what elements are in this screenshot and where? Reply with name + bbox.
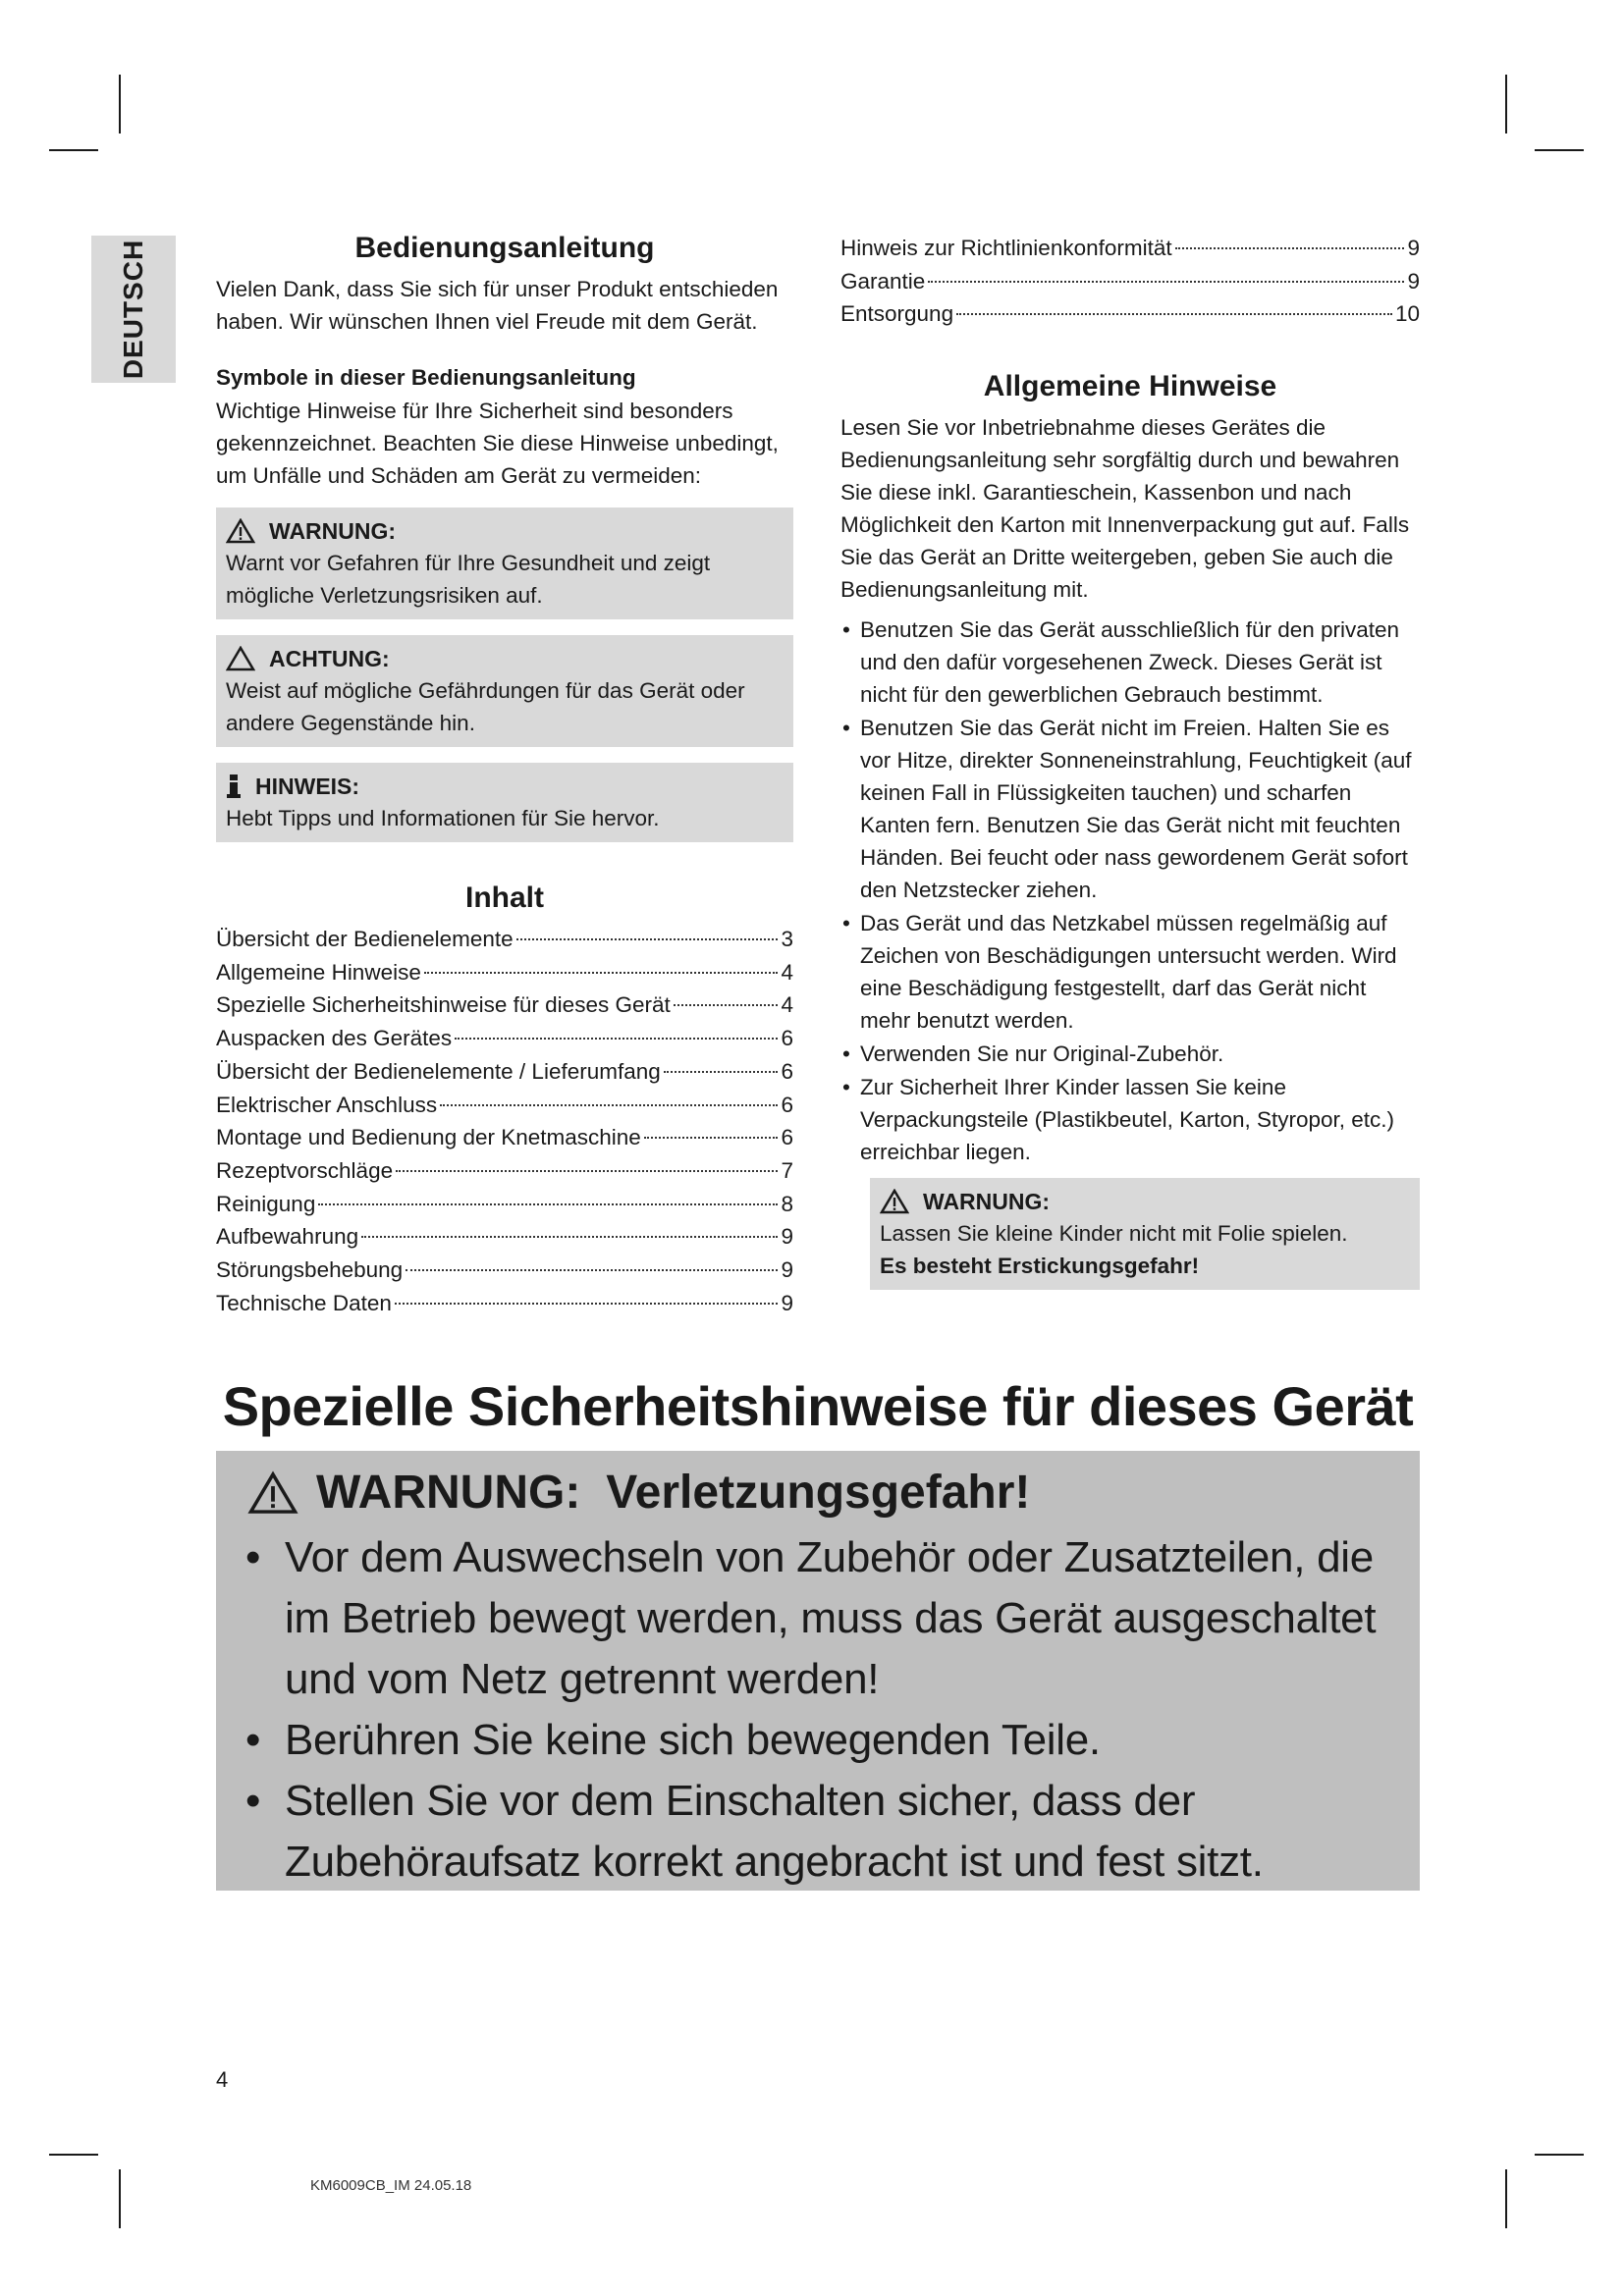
crop-mark <box>1505 2169 1507 2228</box>
toc-entry[interactable] <box>216 1287 793 1320</box>
caution-triangle-icon <box>226 646 255 671</box>
toc-entry-page: 3 <box>781 927 793 951</box>
toc-entry[interactable] <box>216 1055 793 1089</box>
language-tab <box>91 236 176 383</box>
toc-entry-page: 6 <box>781 1026 793 1051</box>
table-of-contents <box>216 923 793 1319</box>
toc-entry-title: Übersicht der Bedienelemente / Lieferumfang <box>216 1058 661 1084</box>
warning-triangle-icon <box>880 1189 909 1214</box>
toc-entry[interactable] <box>216 1154 793 1188</box>
list-item: • Benutzen Sie das Gerät nicht im Freien. Halten Sie es vor Hitze, direkter Sonneneinstrahlung, Feuchtigkeit (auf keinen Fall in Flüssigkeiten tauchen) und scharfen Kanten fern. Benutzen Sie das Gerät nicht mit feuchten Händen. Bei feucht oder nass gewordenem Gerät sofort den Netzstecker ziehen. <box>840 712 1420 906</box>
note-text: Lassen Sie kleine Kinder nicht mit Folie spielen. <box>880 1221 1348 1247</box>
toc-entry[interactable] <box>216 1022 793 1055</box>
toc-entry[interactable] <box>216 1089 793 1122</box>
note-label: WARNUNG: <box>923 1189 1051 1215</box>
general-notes-title: Allgemeine Hinweise <box>983 370 1277 403</box>
right-column <box>840 232 1420 1290</box>
toc-entry-title: Störungsbehebung <box>216 1257 404 1283</box>
crop-mark <box>119 2169 121 2228</box>
toc-entry-page: 9 <box>1407 268 1420 294</box>
table-of-contents-continued <box>840 232 1420 331</box>
list-item: • Verwenden Sie nur Original-Zubehör. <box>840 1038 1420 1070</box>
toc-entry[interactable] <box>840 297 1420 331</box>
manual-title: Bedienungsanleitung <box>354 232 655 264</box>
special-safety-list <box>234 1527 1402 1893</box>
toc-entry-page: 9 <box>781 1257 793 1283</box>
toc-entry-title: Montage und Bedienung der Knetmaschine <box>216 1125 641 1150</box>
toc-entry[interactable] <box>216 1254 793 1287</box>
toc-entry[interactable] <box>840 265 1420 298</box>
toc-entry[interactable] <box>216 956 793 989</box>
page-number: 4 <box>216 2067 229 2092</box>
crop-mark <box>119 75 121 133</box>
crop-mark <box>1505 75 1507 133</box>
toc-entry-page: 9 <box>781 1290 793 1315</box>
note-hint <box>216 763 793 842</box>
toc-entry[interactable] <box>216 923 793 956</box>
toc-entry-title: Reinigung <box>216 1191 316 1216</box>
list-item: • Zur Sicherheit Ihrer Kinder lassen Sie keine Verpackungsteile (Plastikbeutel, Karton, Styropor, etc.) erreichbar liegen. <box>840 1071 1420 1168</box>
note-label: ACHTUNG: <box>269 646 390 671</box>
toc-entry-page: 9 <box>1407 236 1420 260</box>
special-safety-warning <box>216 1451 1420 1891</box>
language-tab-label: DEUTSCH <box>118 239 148 380</box>
toc-entry[interactable] <box>840 232 1420 265</box>
warning-label: WARNUNG: <box>316 1467 581 1519</box>
general-notes-list <box>840 614 1420 1168</box>
crop-mark <box>49 2154 98 2156</box>
toc-entry-page: 6 <box>781 1125 793 1150</box>
note-warning <box>216 507 793 619</box>
toc-entry[interactable] <box>216 1188 793 1221</box>
list-item: • Vor dem Auswechseln von Zubehör oder Zusatzteilen, die im Betrieb bewegt werden, muss das Gerät ausgeschaltet und vom Netz getrennt werden! <box>234 1527 1402 1710</box>
crop-mark <box>1535 2154 1584 2156</box>
toc-entry-title: Elektrischer Anschluss <box>216 1092 438 1117</box>
general-notes-intro: Lesen Sie vor Inbetriebnahme dieses Gerätes die Bedienungsanleitung sehr sorgfältig durch und bewahren Sie diese inkl. Garantieschein, Kassenbon und nach Möglichkeit den Karton mit Innenverpackung gut auf. Falls Sie das Gerät an Dritte weitergeben, geben Sie auch die Bedienungsanleitung mit. <box>840 415 1410 603</box>
warning-triangle-icon <box>226 518 255 544</box>
toc-entry-title: Hinweis zur Richtlinienkonformität <box>840 236 1172 260</box>
toc-entry-title: Übersicht der Bedienelemente <box>216 927 514 951</box>
note-text: Weist auf mögliche Gefährdungen für das Gerät oder andere Gegenstände hin. <box>226 678 745 735</box>
note-label: HINWEIS: <box>255 774 360 799</box>
crop-mark <box>1535 149 1584 151</box>
toc-entry-title: Garantie <box>840 268 926 294</box>
note-label: WARNUNG: <box>269 518 397 544</box>
print-footer: KM6009CB_IM 24.05.18 <box>310 2177 472 2194</box>
note-caution <box>216 635 793 747</box>
warning-triangle-icon <box>247 1470 298 1516</box>
note-warning-children <box>870 1178 1420 1290</box>
toc-entry-page: 7 <box>781 1157 793 1183</box>
intro-text: Vielen Dank, dass Sie sich für unser Produkt entschieden haben. Wir wünschen Ihnen viel Freude mit dem Gerät. <box>216 277 779 334</box>
toc-entry-title: Rezeptvorschläge <box>216 1157 394 1183</box>
special-safety-title: Spezielle Sicherheitshinweise für dieses Gerät <box>222 1375 1414 1437</box>
symbols-text: Wichtige Hinweise für Ihre Sicherheit sind besonders gekennzeichnet. Beachten Sie diese Hinweise unbedingt, um Unfälle und Schäden am Gerät zu vermeiden: <box>216 399 779 488</box>
note-text: Warnt vor Gefahren für Ihre Gesundheit und zeigt mögliche Verletzungsrisiken auf. <box>226 551 711 608</box>
note-emphasis: Es besteht Erstickungsgefahr! <box>880 1254 1200 1279</box>
toc-entry[interactable] <box>216 988 793 1022</box>
info-icon <box>226 774 242 799</box>
toc-entry-title: Technische Daten <box>216 1290 392 1315</box>
list-item: • Berühren Sie keine sich bewegenden Teile. <box>234 1710 1402 1771</box>
toc-entry-page: 6 <box>781 1058 793 1084</box>
toc-entry-page: 9 <box>781 1224 793 1250</box>
toc-entry-title: Spezielle Sicherheitshinweise für dieses Gerät <box>216 992 671 1018</box>
list-item: • Das Gerät und das Netzkabel müssen regelmäßig auf Zeichen von Beschädigungen untersucht werden. Wird eine Beschädigung festgestellt, darf das Gerät nicht mehr benutzt werden. <box>840 907 1420 1037</box>
left-column <box>216 232 793 1319</box>
symbols-heading: Symbole in dieser Bedienungsanleitung <box>216 365 636 390</box>
toc-entry-page: 6 <box>781 1092 793 1117</box>
toc-entry-page: 8 <box>781 1191 793 1216</box>
crop-mark <box>49 149 98 151</box>
list-item: • Stellen Sie vor dem Einschalten sicher, dass der Zubehöraufsatz korrekt angebracht ist und fest sitzt. <box>234 1771 1402 1893</box>
toc-entry[interactable] <box>216 1220 793 1254</box>
toc-entry[interactable] <box>216 1121 793 1154</box>
list-item: • Benutzen Sie das Gerät ausschließlich für den privaten und den dafür vorgesehenen Zweck. Dieses Gerät ist nicht für den gewerblichen Gebrauch bestimmt. <box>840 614 1420 711</box>
note-text: Hebt Tipps und Informationen für Sie hervor. <box>226 806 660 830</box>
toc-entry-page: 10 <box>1394 301 1420 327</box>
toc-entry-title: Allgemeine Hinweise <box>216 959 421 985</box>
warning-title: Verletzungsgefahr! <box>606 1467 1031 1519</box>
toc-entry-title: Entsorgung <box>840 301 954 327</box>
toc-entry-page: 4 <box>781 959 793 985</box>
toc-entry-title: Auspacken des Gerätes <box>216 1026 453 1051</box>
toc-title: Inhalt <box>465 881 544 914</box>
toc-entry-title: Aufbewahrung <box>216 1224 359 1250</box>
toc-entry-page: 4 <box>781 992 793 1018</box>
